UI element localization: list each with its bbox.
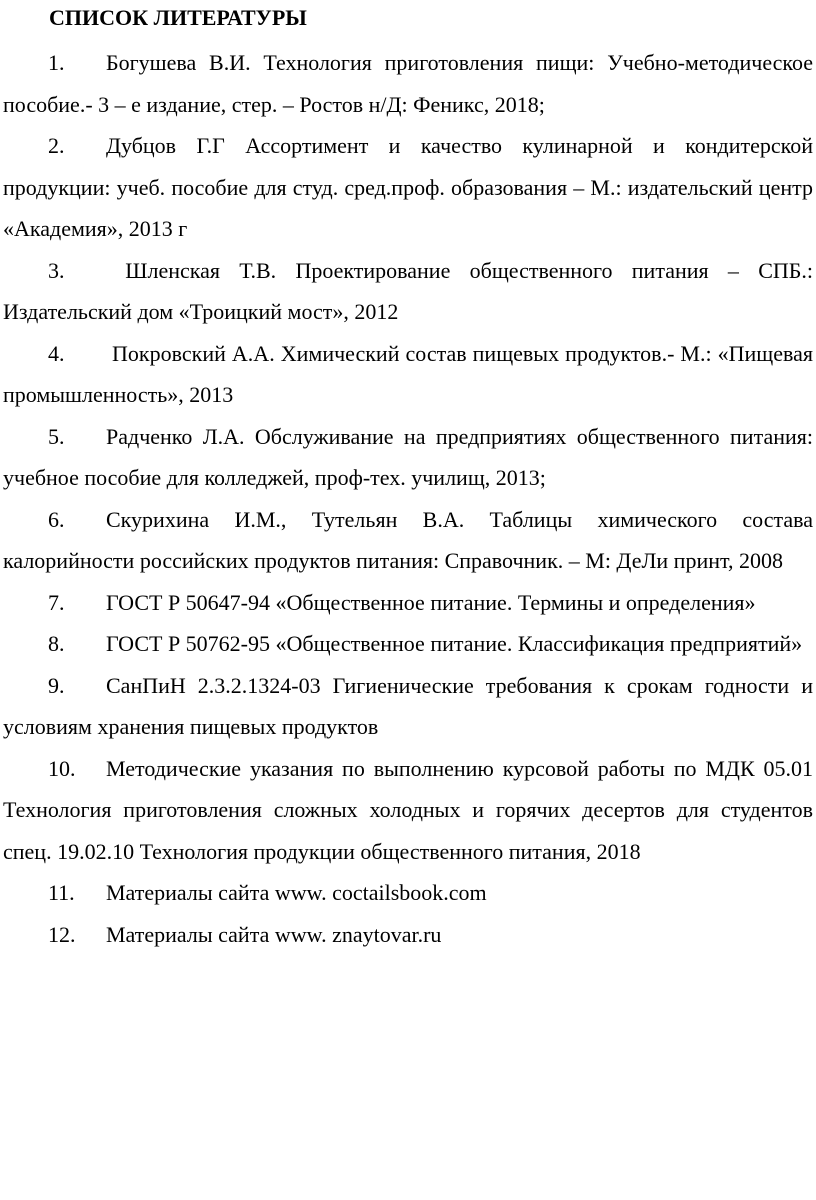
reference-item xyxy=(3,914,813,956)
reference-item xyxy=(3,582,813,624)
page-title: СПИСОК ЛИТЕРАТУРЫ xyxy=(49,5,307,30)
reference-number: 7. xyxy=(48,589,65,615)
reference-item xyxy=(3,499,813,582)
reference-number: 11. xyxy=(48,880,75,905)
reference-text: Скурихина И.М., Тутельян В.А. Таблицы химического состава калорийности российских продуктов питания: Справочник. – М: ДеЛи принт, 2008 xyxy=(3,506,813,573)
reference-text: Богушева В.И. Технология приготовления пищи: Учебно-методическое пособие.- 3 – е издание, стер. – Ростов н/Д: Феникс, 2018; xyxy=(3,50,813,117)
reference-number: 10. xyxy=(48,755,76,781)
reference-number: 4. xyxy=(48,340,65,366)
reference-text: Шленская Т.В. Проектирование общественного питания – СПБ.: Издательский дом «Троицкий мост», 2012 xyxy=(3,257,813,324)
reference-text: Материалы сайта www. coctailsbook.com xyxy=(106,880,487,905)
reference-text: ГОСТ Р 50647-94 «Общественное питание. Термины и определения» xyxy=(106,589,756,615)
reference-number: 5. xyxy=(48,423,65,449)
reference-number: 9. xyxy=(48,672,65,698)
reference-text: ГОСТ Р 50762-95 «Общественное питание. Классификация предприятий» xyxy=(106,631,803,656)
reference-item xyxy=(3,748,813,873)
reference-item xyxy=(3,42,813,125)
reference-item xyxy=(3,333,813,416)
reference-number: 2. xyxy=(48,133,65,158)
reference-number: 12. xyxy=(48,921,76,947)
reference-text: Радченко Л.А. Обслуживание на предприятиях общественного питания: учебное пособие для колледжей, проф-тех. училищ, 2013; xyxy=(3,423,813,490)
reference-list xyxy=(3,42,813,955)
reference-number: 6. xyxy=(48,506,65,532)
reference-text: Покровский А.А. Химический состав пищевых продуктов.- М.: «Пищевая промышленность», 2013 xyxy=(3,340,813,407)
reference-number: 3. xyxy=(48,257,65,283)
reference-item xyxy=(3,665,813,748)
reference-number: 8. xyxy=(48,631,65,656)
reference-text: Материалы сайта www. znaytovar.ru xyxy=(106,921,442,947)
reference-item xyxy=(3,250,813,333)
reference-item xyxy=(3,125,813,250)
reference-item xyxy=(3,416,813,499)
reference-item xyxy=(3,872,813,914)
reference-item xyxy=(3,623,813,665)
reference-text: Дубцов Г.Г Ассортимент и качество кулинарной и кондитерской продукции: учеб. пособие для студ. сред.проф. образования – М.: издательский центр «Академия», 2013 г xyxy=(3,133,813,241)
reference-text: СанПиН 2.3.2.1324-03 Гигиенические требования к срокам годности и условиям хранения пищевых продуктов xyxy=(3,672,813,739)
reference-text: Методические указания по выполнению курсовой работы по МДК 05.01 Технология приготовления сложных холодных и горячих десертов для студентов спец. 19.02.10 Технология продукции общественного питания, 2018 xyxy=(3,755,813,864)
reference-number: 1. xyxy=(48,50,65,75)
